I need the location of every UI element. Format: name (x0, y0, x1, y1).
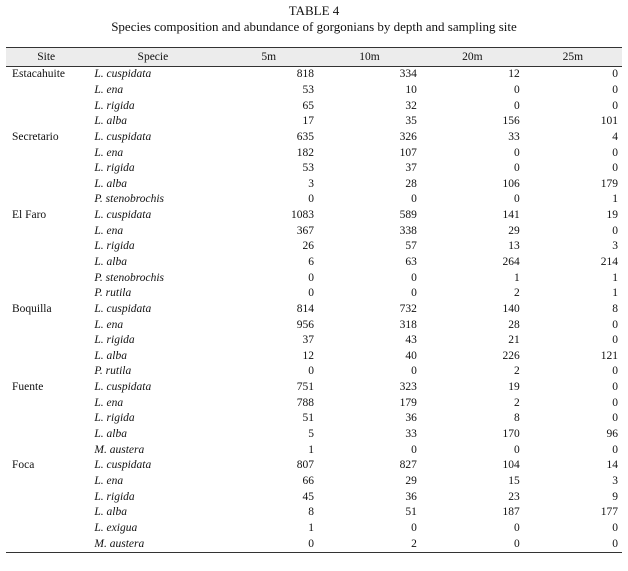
cell-5m: 3 (308, 177, 314, 190)
cell-25m: 0 (612, 334, 618, 347)
cell-20m: 2 (514, 287, 520, 300)
cell-20m: 12 (508, 68, 520, 81)
cell-specie: L. cuspidata (94, 302, 152, 315)
cell-5m: 788 (296, 396, 314, 409)
cell-specie: L. rigida (94, 412, 135, 425)
table-row (6, 302, 622, 318)
cell-site (6, 83, 86, 99)
cell-5m: 0 (308, 193, 314, 206)
cell-20m: 226 (502, 349, 520, 362)
cell-10m: 36 (405, 412, 417, 425)
table-row (6, 130, 622, 146)
cell-5m: 45 (302, 490, 314, 503)
cell-5m: 807 (296, 459, 314, 472)
cell-25m: 0 (612, 365, 618, 378)
cell-site (6, 255, 86, 271)
cell-site (6, 395, 86, 411)
cell-specie: M. austera (86, 536, 219, 552)
table-row (6, 333, 622, 349)
cell-25m: 0 (612, 396, 618, 409)
cell-specie: L. cuspidata (94, 130, 152, 143)
table-row (6, 67, 622, 83)
cell-25m: 0 (612, 521, 618, 534)
header-site: Site (6, 48, 86, 67)
cell-20m: 140 (502, 302, 520, 315)
cell-20m: 1 (514, 271, 520, 284)
cell-site (6, 270, 86, 286)
cell-10m: 35 (405, 115, 417, 128)
cell-10m: 33 (405, 428, 417, 441)
table-row (6, 536, 622, 552)
header-5m: 5m (219, 48, 318, 67)
cell-25m: 0 (612, 318, 618, 331)
header-10m: 10m (318, 48, 421, 67)
cell-25m: 0 (612, 224, 618, 237)
cell-site (6, 286, 86, 302)
table-row (6, 442, 622, 458)
cell-specie: P. rutila (94, 287, 132, 300)
cell-specie: L. alba (94, 256, 127, 268)
cell-specie: L. exigua (94, 521, 138, 534)
cell-site (6, 145, 86, 161)
table-row (6, 208, 622, 224)
cell-specie: L. cuspidata (94, 68, 152, 81)
cell-10m: 107 (399, 146, 417, 159)
cell-20m: 170 (502, 428, 520, 441)
cell-5m: 12 (302, 349, 314, 362)
cell-site: Secretario (12, 130, 59, 143)
table-row (6, 161, 622, 177)
cell-25m: 1 (612, 193, 618, 206)
cell-20m: 141 (502, 209, 520, 222)
cell-5m: 182 (296, 146, 314, 159)
table-row (6, 317, 622, 333)
cell-specie: L. rigida (94, 240, 135, 253)
cell-5m: 956 (296, 318, 314, 331)
table-row (6, 270, 622, 286)
cell-10m: 179 (399, 396, 417, 409)
cell-site (6, 427, 86, 443)
cell-site (6, 536, 86, 552)
cell-5m: 0 (308, 287, 314, 300)
cell-20m: 28 (508, 318, 520, 331)
cell-specie: P. stenobrochis (94, 271, 165, 284)
cell-5m: 0 (308, 271, 314, 284)
cell-5m: 17 (302, 115, 314, 128)
cell-site (6, 489, 86, 505)
cell-20m: 21 (508, 334, 520, 347)
cell-specie: L. rigida (94, 99, 135, 112)
cell-10m: 0 (411, 365, 417, 378)
cell-5m: 367 (296, 224, 314, 237)
cell-10m: 318 (399, 318, 417, 331)
table-row (6, 83, 622, 99)
cell-10m: 338 (399, 224, 417, 237)
cell-specie: L. rigida (94, 334, 135, 347)
cell-10m: 10 (405, 83, 417, 96)
cell-20m: 2 (514, 365, 520, 378)
cell-specie: L. alba (94, 177, 127, 190)
cell-specie: L. ena (94, 83, 124, 96)
cell-25m: 0 (524, 536, 622, 552)
cell-20m: 104 (502, 459, 520, 472)
cell-site (6, 474, 86, 490)
cell-20m: 187 (502, 506, 520, 519)
cell-25m: 0 (612, 381, 618, 394)
cell-20m: 0 (514, 83, 520, 96)
cell-20m: 0 (514, 162, 520, 175)
cell-25m: 14 (606, 459, 618, 472)
cell-5m: 53 (302, 83, 314, 96)
cell-20m: 0 (514, 146, 520, 159)
cell-5m: 1 (308, 443, 314, 456)
cell-10m: 37 (405, 162, 417, 175)
cell-specie: L. ena (94, 396, 124, 409)
cell-5m: 0 (219, 536, 318, 552)
header-specie: Specie (86, 48, 219, 67)
table-row (6, 286, 622, 302)
cell-25m: 4 (612, 130, 618, 143)
cell-10m: 51 (405, 506, 417, 519)
cell-25m: 1 (612, 271, 618, 284)
table-row (6, 521, 622, 537)
table-row (6, 427, 622, 443)
cell-10m: 326 (399, 130, 417, 143)
cell-20m: 2 (514, 396, 520, 409)
cell-site: Foca (12, 459, 35, 472)
cell-10m: 323 (399, 381, 417, 394)
cell-site (6, 521, 86, 537)
cell-25m: 3 (612, 474, 618, 487)
cell-20m: 23 (508, 490, 520, 503)
cell-25m: 0 (612, 68, 618, 81)
cell-10m: 2 (318, 536, 421, 552)
cell-specie: L. rigida (94, 162, 135, 175)
cell-site (6, 239, 86, 255)
cell-20m: 156 (502, 115, 520, 128)
cell-25m: 214 (600, 256, 618, 268)
cell-5m: 37 (302, 334, 314, 347)
cell-site (6, 192, 86, 208)
cell-25m: 0 (612, 443, 618, 456)
cell-25m: 177 (600, 506, 618, 519)
cell-25m: 0 (612, 162, 618, 175)
cell-10m: 0 (411, 521, 417, 534)
cell-25m: 9 (612, 490, 618, 503)
cell-specie: L. ena (94, 146, 124, 159)
cell-site (6, 317, 86, 333)
cell-5m: 1083 (291, 209, 314, 222)
cell-25m: 19 (606, 209, 618, 222)
cell-site: Fuente (12, 381, 44, 394)
cell-25m: 0 (612, 412, 618, 425)
cell-specie: L. alba (94, 428, 127, 441)
cell-10m: 589 (399, 209, 417, 222)
cell-20m: 0 (514, 193, 520, 206)
cell-5m: 814 (296, 302, 314, 315)
cell-20m: 106 (502, 177, 520, 190)
cell-5m: 1 (308, 521, 314, 534)
cell-25m: 0 (612, 99, 618, 112)
cell-5m: 66 (302, 474, 314, 487)
cell-10m: 36 (405, 490, 417, 503)
cell-5m: 65 (302, 99, 314, 112)
cell-specie: M. austera (94, 443, 145, 456)
table-row (6, 98, 622, 114)
table-row (6, 364, 622, 380)
cell-10m: 0 (411, 271, 417, 284)
table-row (6, 255, 622, 271)
cell-10m: 29 (405, 474, 417, 487)
cell-10m: 57 (405, 240, 417, 253)
cell-5m: 53 (302, 162, 314, 175)
cell-specie: P. stenobrochis (94, 193, 165, 206)
header-row (6, 48, 622, 67)
cell-5m: 0 (308, 365, 314, 378)
header-25m: 25m (524, 48, 622, 67)
table-row (6, 192, 622, 208)
cell-20m: 8 (514, 412, 520, 425)
cell-20m: 0 (421, 536, 524, 552)
table-body (6, 67, 622, 553)
cell-site (6, 161, 86, 177)
cell-5m: 51 (302, 412, 314, 425)
cell-site (6, 349, 86, 365)
cell-5m: 818 (296, 68, 314, 81)
header-20m: 20m (421, 48, 524, 67)
cell-10m: 0 (411, 443, 417, 456)
cell-5m: 6 (308, 256, 314, 268)
cell-site (6, 223, 86, 239)
table-row (6, 349, 622, 365)
cell-25m: 1 (612, 287, 618, 300)
cell-5m: 26 (302, 240, 314, 253)
cell-10m: 40 (405, 349, 417, 362)
cell-25m: 96 (606, 428, 618, 441)
cell-site (6, 114, 86, 130)
cell-specie: L. ena (94, 474, 124, 487)
cell-site (6, 505, 86, 521)
cell-20m: 15 (508, 474, 520, 487)
cell-10m: 0 (411, 287, 417, 300)
table-row (6, 505, 622, 521)
cell-10m: 28 (405, 177, 417, 190)
cell-specie: L. alba (94, 506, 127, 519)
cell-site (6, 411, 86, 427)
cell-10m: 827 (399, 459, 417, 472)
cell-site: El Faro (12, 209, 47, 222)
cell-specie: L. cuspidata (94, 381, 152, 394)
cell-20m: 264 (502, 256, 520, 268)
cell-25m: 8 (612, 302, 618, 315)
gorgonian-table (6, 47, 622, 553)
cell-site: Estacahuite (12, 68, 66, 81)
table-row (6, 380, 622, 396)
cell-specie: L. cuspidata (94, 209, 152, 222)
table-row (6, 114, 622, 130)
cell-specie: L. alba (94, 349, 127, 362)
cell-20m: 33 (508, 130, 520, 143)
cell-20m: 29 (508, 224, 520, 237)
cell-5m: 751 (296, 381, 314, 394)
cell-10m: 334 (399, 68, 417, 81)
cell-25m: 0 (612, 146, 618, 159)
cell-site (6, 442, 86, 458)
table-row (6, 223, 622, 239)
cell-20m: 13 (508, 240, 520, 253)
cell-10m: 732 (399, 302, 417, 315)
table-row (6, 395, 622, 411)
cell-site (6, 364, 86, 380)
cell-5m: 8 (308, 506, 314, 519)
cell-25m: 0 (612, 83, 618, 96)
cell-20m: 19 (508, 381, 520, 394)
table-row (6, 239, 622, 255)
cell-10m: 32 (405, 99, 417, 112)
cell-20m: 0 (514, 443, 520, 456)
table-caption: Species composition and abundance of gorgonians by depth and sampling site (111, 19, 517, 34)
cell-specie: L. ena (94, 224, 124, 237)
cell-5m: 5 (308, 428, 314, 441)
cell-10m: 43 (405, 334, 417, 347)
cell-site: Boquilla (12, 302, 52, 315)
cell-25m: 3 (612, 240, 618, 253)
cell-site (6, 333, 86, 349)
cell-25m: 179 (600, 177, 618, 190)
cell-10m: 0 (411, 193, 417, 206)
table-row (6, 474, 622, 490)
table-number: TABLE 4 (288, 3, 340, 18)
table-row (6, 411, 622, 427)
table-row (6, 176, 622, 192)
cell-specie: P. rutila (94, 365, 132, 378)
cell-25m: 101 (600, 115, 618, 128)
cell-specie: L. rigida (94, 490, 135, 503)
cell-site (6, 176, 86, 192)
table-row (6, 458, 622, 474)
cell-25m: 121 (600, 349, 618, 362)
cell-specie: L. ena (94, 318, 124, 331)
cell-5m: 635 (296, 130, 314, 143)
table-row (6, 145, 622, 161)
cell-20m: 0 (514, 521, 520, 534)
cell-specie: L. cuspidata (94, 459, 152, 472)
cell-specie: L. alba (94, 115, 127, 128)
table-row (6, 489, 622, 505)
cell-10m: 63 (405, 256, 417, 268)
cell-20m: 0 (514, 99, 520, 112)
cell-site (6, 98, 86, 114)
